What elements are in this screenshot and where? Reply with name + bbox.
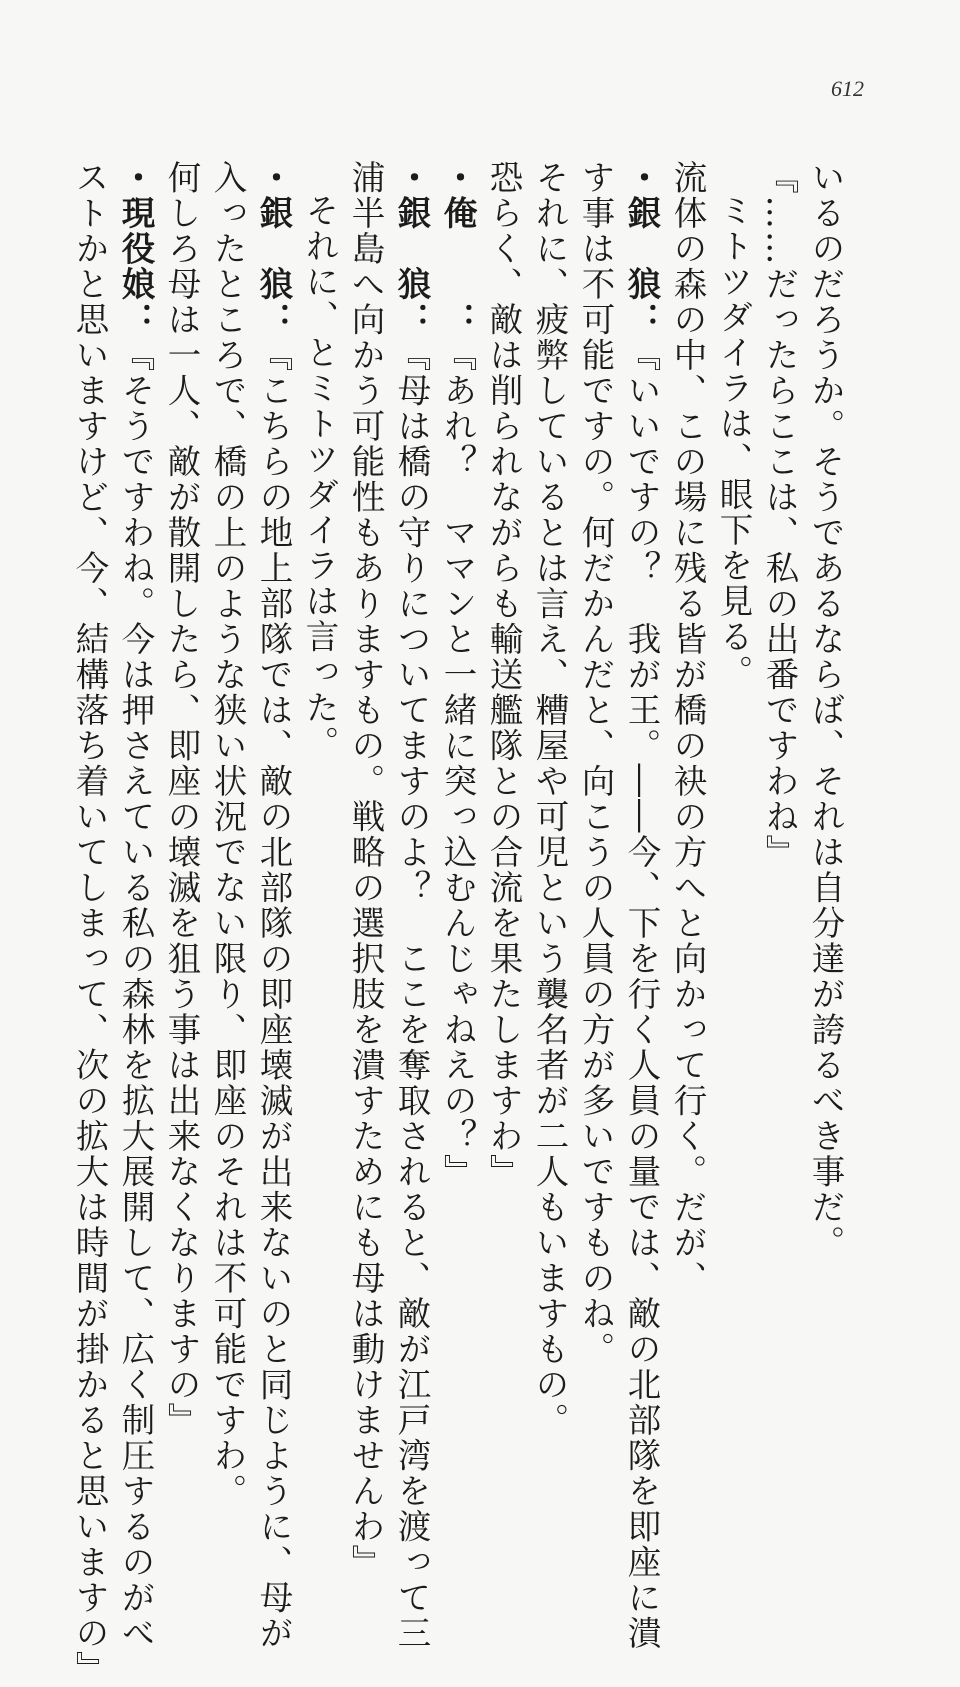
text-line: 『……だったらここは、私の出番ですわね』	[760, 160, 799, 870]
text-line: ストかと思いますけど、今、結構落ち着いてしまって、次の拡大は時間が掛かると思いますの』	[70, 160, 109, 1687]
text-line: 浦半島へ向かう可能性もありますもの。戦略の選択肢を潰すためにも母は動けませんわ』	[346, 160, 385, 1580]
dialogue-line	[250, 160, 296, 1651]
speaker-label: ・銀 狼：	[254, 160, 293, 338]
dialogue-line	[434, 160, 480, 1320]
text-line: それに、とミトツダイラは言った。	[300, 193, 339, 761]
text-line: 入ったところで、橋の上のような狭い状況でない限り、即座のそれは不可能ですわ。	[208, 160, 247, 1509]
dialogue-text: 『こちらの地上部隊では、敵の北部隊の即座壊滅が出来ないのと同じように、母が	[254, 337, 293, 1651]
dialogue-text: 『あれ？ ママンと一緒に突っ込むんじゃねえの？』	[438, 337, 477, 1190]
speaker-label: ・俺 ：	[438, 160, 477, 338]
text-line: 恐らく、敵は削られながらも輸送艦隊との合流を果たしますわ』	[484, 160, 523, 1190]
dialogue-text: 『そうですわね。今は押さえている私の森林を拡大展開して、広く制圧するのがべ	[116, 337, 155, 1651]
speaker-label: ・銀 狼：	[622, 160, 661, 338]
vertical-text-body	[66, 160, 848, 1687]
text-line: す事は不可能ですの。何だかんだと、向こうの人員の方が多いですものね。	[576, 160, 615, 1367]
text-line: 何しろ母は一人、敵が散開したら、即座の壊滅を狙う事は出来なくなりますの』	[162, 160, 201, 1438]
dialogue-line	[618, 160, 664, 1651]
speaker-label: ・銀 狼：	[392, 160, 431, 338]
dialogue-text: 『母は橋の守りについてますのよ？ ここを奪取されると、敵が江戸湾を渡って三	[392, 337, 431, 1651]
text-line: ミトツダイラは、眼下を見る。	[714, 193, 753, 690]
text-line: 流体の森の中、この場に残る皆が橋の袂の方へと向かって行く。だが、	[668, 160, 707, 1296]
dialogue-text: 『いいですの？ 我が王。――今、下を行く人員の量では、敵の北部隊を即座に潰	[622, 337, 661, 1651]
text-line: それに、疲弊しているとは言え、糟屋や可児という襲名者が二人もいますもの。	[530, 160, 569, 1438]
page-number: 612	[831, 76, 864, 101]
speaker-label: ・現役娘：	[116, 160, 155, 338]
text-line: いるのだろうか。そうであるならば、それは自分達が誇るべき事だ。	[806, 160, 845, 1261]
dialogue-line	[112, 160, 158, 1651]
dialogue-line	[388, 160, 434, 1651]
